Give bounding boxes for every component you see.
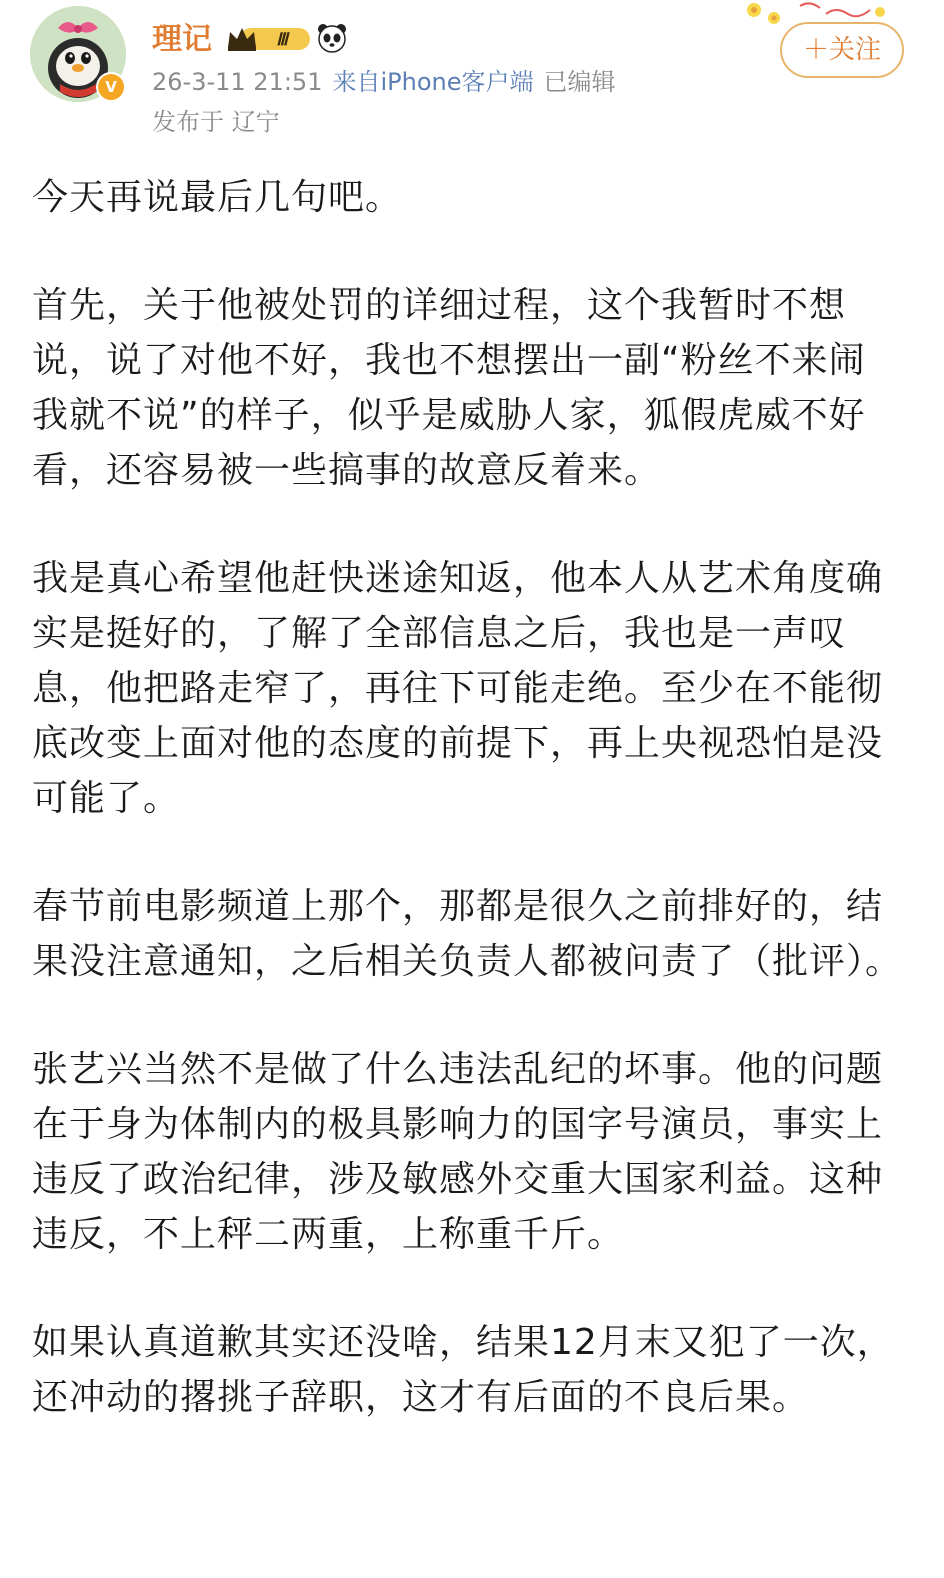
post-meta <box>152 66 625 98</box>
post-source[interactable]: 来自iPhone客户端 <box>332 68 534 96</box>
panda-icon <box>316 22 348 54</box>
post-time: 26-3-11 21:51 <box>152 68 323 96</box>
verified-badge-icon: V <box>96 72 126 102</box>
post-paragraph: 如果认真道歉其实还没啥，结果12月末又犯了一次，还冲动的撂挑子辞职，这才有后面的不良后果。 <box>32 1322 894 1418</box>
post-location: 发布于 辽宁 <box>152 108 280 136</box>
crown-icon <box>226 24 312 52</box>
username[interactable]: 理记 <box>152 22 212 57</box>
post-paragraph: 张艺兴当然不是做了什么违法乱纪的坏事。他的问题在于身为体制内的极具影响力的国字号演员，事实上违反了政治纪律，涉及敏感外交重大国家利益。这种违反，不上秤二两重，上称重千斤。 <box>32 1049 884 1255</box>
post-content <box>32 170 902 1478</box>
post-paragraph: 今天再说最后几句吧。 <box>32 177 403 218</box>
vip-level-text: Ⅲ <box>276 30 288 49</box>
post-header <box>0 0 944 150</box>
follow-button[interactable]: ＋关注 <box>780 22 904 78</box>
edited-label[interactable]: 已编辑 <box>543 68 616 96</box>
avatar[interactable] <box>30 6 130 106</box>
post-paragraph: 首先，关于他被处罚的详细过程，这个我暂时不想说，说了对他不好，我也不想摆出一副“粉丝不来闹我就不说”的样子，似乎是威胁人家，狐假虎威不好看，还容易被一些搞事的故意反着来。 <box>32 285 866 491</box>
post-paragraph: 我是真心希望他赶快迷途知返，他本人从艺术角度确实是挺好的，了解了全部信息之后，我也是一声叹息，他把路走窄了，再往下可能走绝。至少在不能彻底改变上面对他的态度的前提下，再上央视恐怕是没可能了。 <box>32 558 884 819</box>
post-paragraph: 春节前电影频道上那个，那都是很久之前排好的，结果没注意通知，之后相关负责人都被问责了（批评）。 <box>32 886 903 982</box>
